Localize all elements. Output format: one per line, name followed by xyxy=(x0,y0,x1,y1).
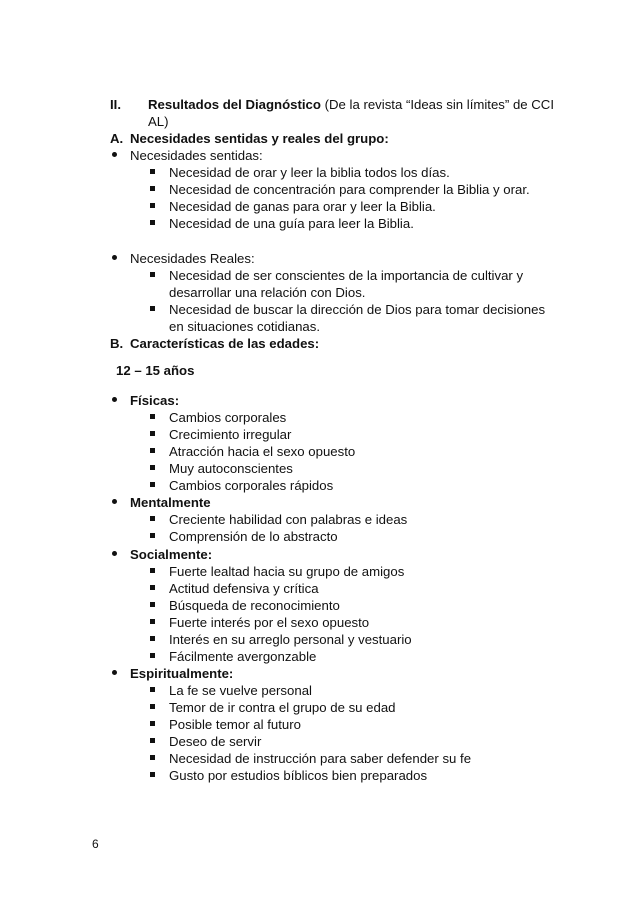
subsection-letter-b: B. xyxy=(110,336,124,351)
bullet-dot xyxy=(112,397,117,402)
bullet-square xyxy=(150,220,155,225)
bullet-square xyxy=(150,738,155,743)
list-item: Fácilmente avergonzable xyxy=(169,649,317,664)
group-label: Físicas: xyxy=(130,393,180,408)
section-title: Resultados del Diagnóstico xyxy=(148,97,321,112)
subsection-title-a: Necesidades sentidas y reales del grupo: xyxy=(130,131,389,146)
section-heading xyxy=(148,96,554,113)
bullet-square xyxy=(150,602,155,607)
subsection-letter-a: A. xyxy=(110,131,124,146)
list-item: Crecimiento irregular xyxy=(169,427,292,442)
list-item: Necesidad de concentración para comprender la Biblia y orar. xyxy=(169,182,530,197)
real-needs-label: Necesidades Reales: xyxy=(130,251,255,266)
bullet-dot xyxy=(112,152,117,157)
bullet-square xyxy=(150,772,155,777)
bullet-square xyxy=(150,755,155,760)
bullet-dot xyxy=(112,255,117,260)
bullet-square xyxy=(150,448,155,453)
bullet-square xyxy=(150,272,155,277)
bullet-square xyxy=(150,431,155,436)
list-item: Necesidad de instrucción para saber defender su fe xyxy=(169,751,472,766)
bullet-square xyxy=(150,568,155,573)
list-item: Cambios corporales rápidos xyxy=(169,478,334,493)
group-label: Mentalmente xyxy=(130,495,211,510)
list-item: La fe se vuelve personal xyxy=(169,683,312,698)
bullet-square xyxy=(150,687,155,692)
list-item: Necesidad de ganas para orar y leer la Biblia. xyxy=(169,199,436,214)
bullet-square xyxy=(150,186,155,191)
bullet-square xyxy=(150,414,155,419)
subsection-title-b: Características de las edades: xyxy=(130,336,320,351)
list-item: Posible temor al futuro xyxy=(169,717,301,732)
felt-needs-label: Necesidades sentidas: xyxy=(130,148,263,163)
bullet-square xyxy=(150,533,155,538)
bullet-square xyxy=(150,465,155,470)
list-item: Temor de ir contra el grupo de su edad xyxy=(169,700,396,715)
list-item: Atracción hacia el sexo opuesto xyxy=(169,444,356,459)
list-item: Fuerte lealtad hacia su grupo de amigos xyxy=(169,564,405,579)
list-item: Muy autoconscientes xyxy=(169,461,293,476)
list-item: Interés en su arreglo personal y vestuario xyxy=(169,632,412,647)
group-label: Socialmente: xyxy=(130,547,213,562)
bullet-square xyxy=(150,203,155,208)
bullet-square xyxy=(150,721,155,726)
section-source: (De la revista “Ideas sin límites” de CCI xyxy=(324,97,554,112)
section-source-cont: AL) xyxy=(148,114,169,129)
bullet-square xyxy=(150,306,155,311)
list-item: Necesidad de orar y leer la biblia todos los días. xyxy=(169,165,450,180)
bullet-square xyxy=(150,169,155,174)
list-item: Necesidad de una guía para leer la Biblia. xyxy=(169,216,414,231)
bullet-dot xyxy=(112,670,117,675)
page-number: 6 xyxy=(92,837,99,851)
list-item: Cambios corporales xyxy=(169,410,287,425)
list-item: Creciente habilidad con palabras e ideas xyxy=(169,512,408,527)
list-item: Deseo de servir xyxy=(169,734,262,749)
bullet-dot xyxy=(112,551,117,556)
list-item: Comprensión de lo abstracto xyxy=(169,529,338,544)
list-item-cont: desarrollar una relación con Dios. xyxy=(169,285,366,300)
section-numeral: II. xyxy=(110,97,121,112)
bullet-dot xyxy=(112,499,117,504)
bullet-square xyxy=(150,585,155,590)
bullet-square xyxy=(150,636,155,641)
bullet-square xyxy=(150,482,155,487)
list-item: Gusto por estudios bíblicos bien preparados xyxy=(169,768,428,783)
list-item: Actitud defensiva y crítica xyxy=(169,581,319,596)
list-item: Necesidad de buscar la dirección de Dios para tomar decisiones xyxy=(169,302,546,317)
bullet-square xyxy=(150,619,155,624)
list-item: Necesidad de ser conscientes de la importancia de cultivar y xyxy=(169,268,524,283)
list-item: Búsqueda de reconocimiento xyxy=(169,598,340,613)
bullet-square xyxy=(150,516,155,521)
list-item: Fuerte interés por el sexo opuesto xyxy=(169,615,370,630)
group-label: Espiritualmente: xyxy=(130,666,234,681)
list-item-cont: en situaciones cotidianas. xyxy=(169,319,321,334)
age-range: 12 – 15 años xyxy=(116,363,195,378)
bullet-square xyxy=(150,653,155,658)
bullet-square xyxy=(150,704,155,709)
